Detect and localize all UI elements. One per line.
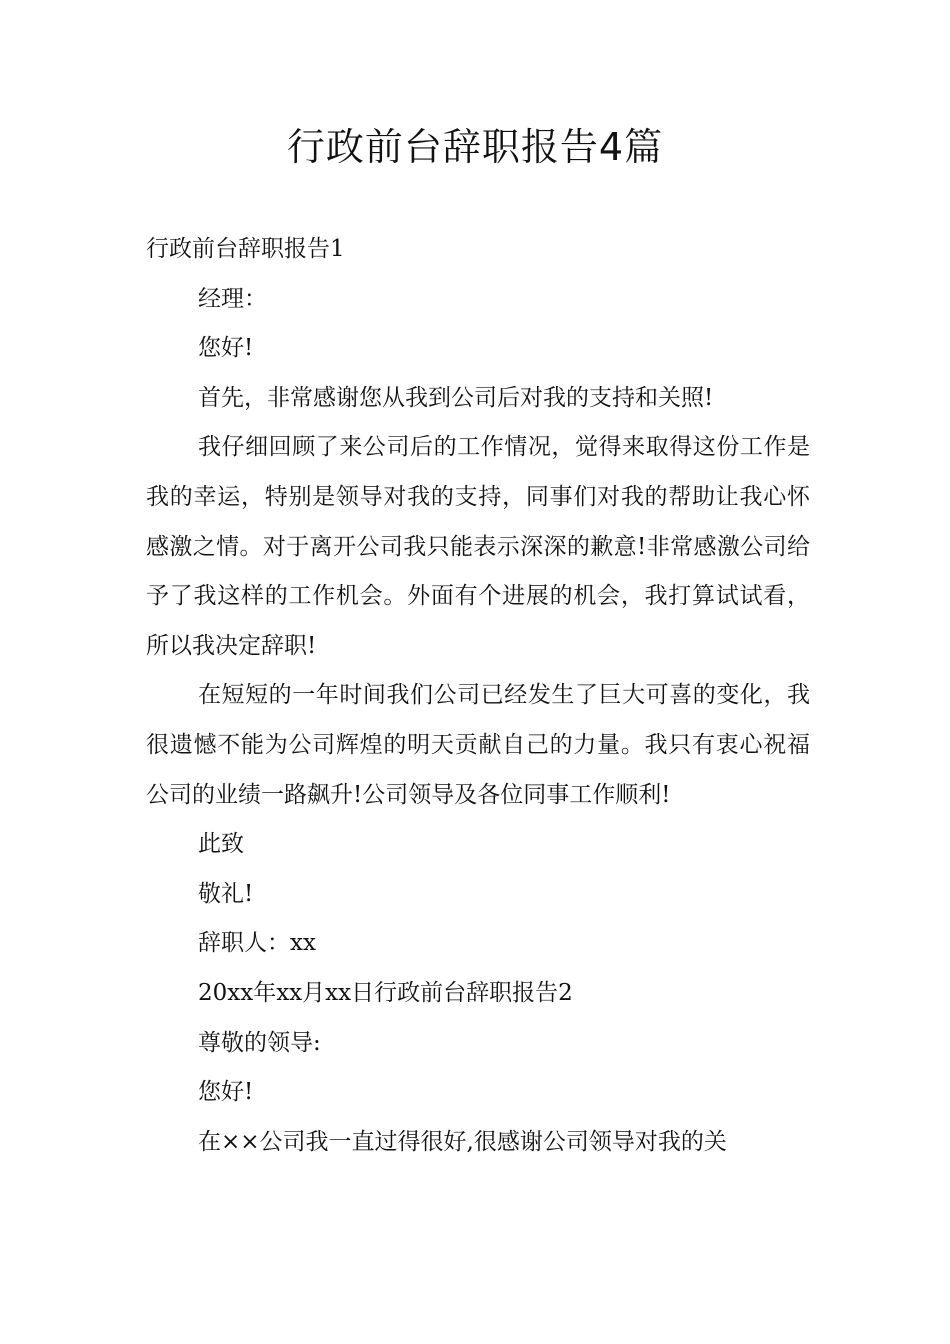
report1-para-wishes: 在短短的一年时间我们公司已经发生了巨大可喜的变化，我很遗憾不能为公司辉煌的明天贡献自己的力量。我只有衷心祝福公司的业绩一路飙升!公司领导及各位同事工作顺利! [146, 682, 810, 808]
document-body [146, 225, 810, 1167]
report1-closing-1: 此致 [198, 831, 244, 858]
report1-para-review: 我仔细回顾了来公司后的工作情况，觉得来取得这份工作是我的幸运，特别是领导对我的支持，同事们对我的帮助让我心怀感激之情。对于离开公司我只能表示深深的歉意!非常感激公司给予了我这样的工作机会。外面有个进展的机会，我打算试试看，所以我决定辞职! [146, 434, 810, 659]
report1-closing-2: 敬礼! [198, 880, 254, 907]
report1-heading: 行政前台辞职报告1 [146, 236, 345, 262]
report2-para-start: 在××公司我一直过得很好,很感谢公司领导对我的关 [198, 1128, 727, 1155]
report2-greeting: 您好! [198, 1079, 254, 1106]
report1-date-and-report2-heading: 20xx年xx月xx日行政前台辞职报告2 [198, 979, 573, 1006]
document-title: 行政前台辞职报告4篇 [286, 125, 664, 169]
report1-signer: 辞职人：xx [198, 930, 316, 957]
report1-salutation: 经理： [198, 285, 267, 312]
report1-para-thanks: 首先，非常感谢您从我到公司后对我的支持和关照! [198, 384, 714, 411]
report2-salutation: 尊敬的领导: [198, 1029, 321, 1056]
report1-greeting: 您好! [198, 335, 254, 362]
